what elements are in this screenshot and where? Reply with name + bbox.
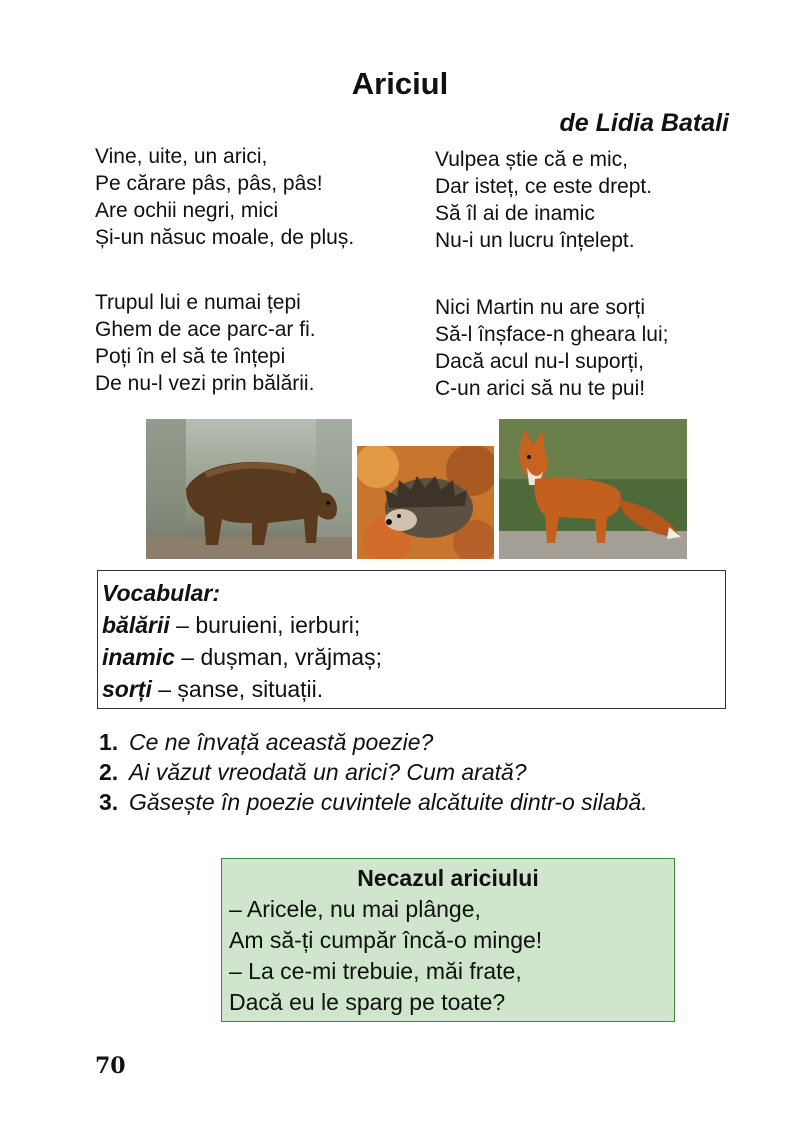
vocabulary-definition: – șanse, situații. bbox=[151, 676, 324, 702]
question-number: 1. bbox=[99, 729, 119, 755]
poem-line: Are ochii negri, mici bbox=[95, 199, 279, 222]
questions-list bbox=[99, 727, 729, 817]
animal-photos bbox=[146, 419, 687, 559]
vocabulary-definition: – dușman, vrăjmaș; bbox=[174, 644, 382, 670]
poem-line: Vine, uite, un arici, bbox=[95, 145, 268, 168]
vocabulary-entry bbox=[102, 673, 725, 705]
question-number: 3. bbox=[99, 789, 119, 815]
stanza-4 bbox=[435, 294, 668, 402]
question-text: Ce ne învață această poezie? bbox=[129, 729, 434, 755]
poem-line: Pe cărare pâs, pâs, pâs! bbox=[95, 172, 323, 195]
hedgehog-photo bbox=[357, 446, 494, 559]
poem-line: C-un arici să nu te pui! bbox=[435, 377, 646, 400]
poem-line: Să îl ai de inamic bbox=[435, 202, 595, 225]
poem-line: Să-l înșface-n gheara lui; bbox=[435, 323, 669, 346]
question-number: 2. bbox=[99, 759, 119, 785]
poem-line: Dacă acul nu-l suporți, bbox=[435, 350, 644, 373]
poem-line: Și-un năsuc moale, de pluș. bbox=[95, 226, 355, 249]
question-item bbox=[99, 757, 729, 787]
question-item bbox=[99, 787, 729, 817]
poem-line: Dar isteț, ce este drept. bbox=[435, 175, 653, 198]
poem-line: Ghem de ace parc-ar fi. bbox=[95, 318, 316, 341]
vocabulary-box bbox=[97, 570, 726, 709]
riddle-line: – Aricele, nu mai plânge, bbox=[229, 896, 481, 922]
question-text: Ai văzut vreodată un arici? Cum arată? bbox=[129, 759, 527, 785]
page-number: 70 bbox=[95, 1053, 126, 1079]
question-item bbox=[99, 727, 729, 757]
riddle-line: Am să-ți cumpăr încă-o minge! bbox=[229, 927, 543, 953]
vocabulary-title: Vocabular: bbox=[102, 580, 221, 606]
bear-photo bbox=[146, 419, 352, 559]
question-text: Găsește în poezie cuvintele alcătuite dintr-o silabă. bbox=[129, 789, 648, 815]
poem-author: de Lidia Batali bbox=[559, 109, 729, 137]
riddle-title: Necazul ariciului bbox=[357, 865, 539, 891]
poem-line: Poți în el să te înțepi bbox=[95, 345, 286, 368]
vocabulary-definition: – buruieni, ierburi; bbox=[169, 612, 361, 638]
stanza-1 bbox=[95, 143, 354, 251]
poem-line: Nu-i un lucru înțelept. bbox=[435, 229, 635, 252]
riddle-line: – La ce-mi trebuie, măi frate, bbox=[229, 958, 522, 984]
vocabulary-term: inamic bbox=[102, 644, 175, 670]
riddle-box bbox=[221, 858, 675, 1022]
stanza-3 bbox=[435, 146, 652, 254]
riddle-lines bbox=[229, 894, 674, 1018]
fox-photo bbox=[499, 419, 687, 559]
vocabulary-entry bbox=[102, 641, 725, 673]
stanza-2 bbox=[95, 289, 316, 397]
vocabulary-term: bălării bbox=[102, 612, 170, 638]
poem-title: Ariciul bbox=[351, 66, 449, 101]
vocabulary-term: sorți bbox=[102, 676, 152, 702]
vocabulary-entry bbox=[102, 609, 725, 641]
poem-line: Vulpea știe că e mic, bbox=[435, 148, 628, 171]
riddle-line: Dacă eu le sparg pe toate? bbox=[229, 989, 506, 1015]
poem-line: De nu-l vezi prin bălării. bbox=[95, 372, 315, 395]
poem-line: Trupul lui e numai țepi bbox=[95, 291, 301, 314]
poem-line: Nici Martin nu are sorți bbox=[435, 296, 646, 319]
